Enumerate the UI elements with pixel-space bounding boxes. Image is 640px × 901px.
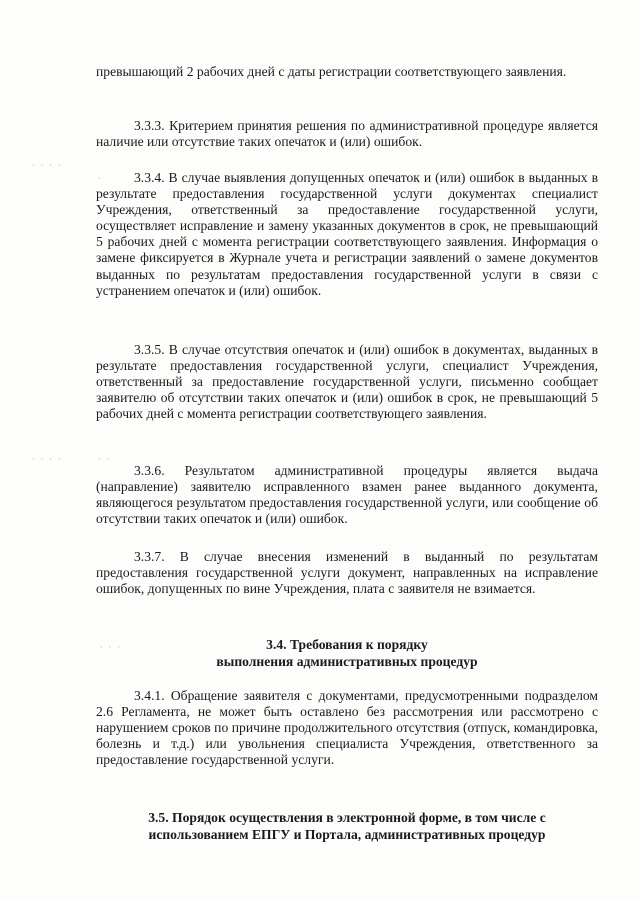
scan-speck: · · · · [32,161,63,170]
section-heading-3-5-line2: использованием ЕПГУ и Портала, административных процедур [148,827,546,842]
scan-speck: · · · [100,643,122,652]
paragraph-continuation: превышающий 2 рабочих дней с даты регистрации соответствующего заявления. [96,64,567,79]
paragraph-3-3-7: 3.3.7. В случае внесения изменений в выданный по результатам предоставления государственной услуги документ, направленных на исправление ошибок, допущенных по вине Учреждения, плата с заявителя не взимается. [96,549,598,597]
section-heading-3-4-line1: 3.4. Требования к порядку [266,637,428,652]
paragraph-3-3-5: 3.3.5. В случае отсутствия опечаток и (или) ошибок в документах, выданных в результате предоставления государственной услуги, специалист Учреждения, ответственный за предоставление государственной услуги, письменно сообщает заявителю об отсутствии таких опечаток и (или) ошибок в срок, не превышающий 5 рабочих дней с момента регистрации соответствующего заявления. [96,342,598,422]
paragraph-3-3-4: 3.3.4. В случае выявления допущенных опечаток и (или) ошибок в выданных в результате предоставления государственной услуги документах специалист Учреждения, ответственный за предоставление государственной услуги, осуществляет исправление и замену указанных документов в срок, не превышающий 5 рабочих дней с момента регистрации соответствующего заявления. Информация о замене фиксируется в Журнале учета и регистрации заявлений о замене документов выданных по результатам предоставления государственной услуги в связи с устранением опечаток и (или) ошибок. [96,170,598,298]
scan-speck: · · · · [32,455,63,464]
scan-speck: · [98,174,103,183]
section-heading-3-4-line2: выполнения административных процедур [216,654,478,669]
section-heading-3-5 [96,809,598,843]
section-heading-3-5-line1: 3.5. Порядок осуществления в электронной форме, в том числе с [148,810,546,825]
paragraph-3-3-3: 3.3.3. Критерием принятия решения по административной процедуре является наличие или отсутствие таких опечаток и (или) ошибок. [96,118,598,150]
paragraph-3-4-1: 3.4.1. Обращение заявителя с документами, предусмотренными подразделом 2.6 Регламента, не может быть оставлено без рассмотрения или рассмотрено с нарушением сроков по причине продолжительного отсутствия (отпуск, командировка, болезнь и т.д.) или увольнения специалиста Учреждения, ответственного за предоставление государственной услуги. [96,688,598,768]
paragraph-3-3-6: 3.3.6. Результатом административной процедуры является выдача (направление) заявителю исправленного взамен ранее выданного документа, являющегося результатом предоставления государственной услуги, или сообщение об отсутствии таких опечаток и (или) ошибок. [96,463,598,527]
section-heading-3-4 [96,636,598,670]
scan-speck: · · [98,455,112,464]
